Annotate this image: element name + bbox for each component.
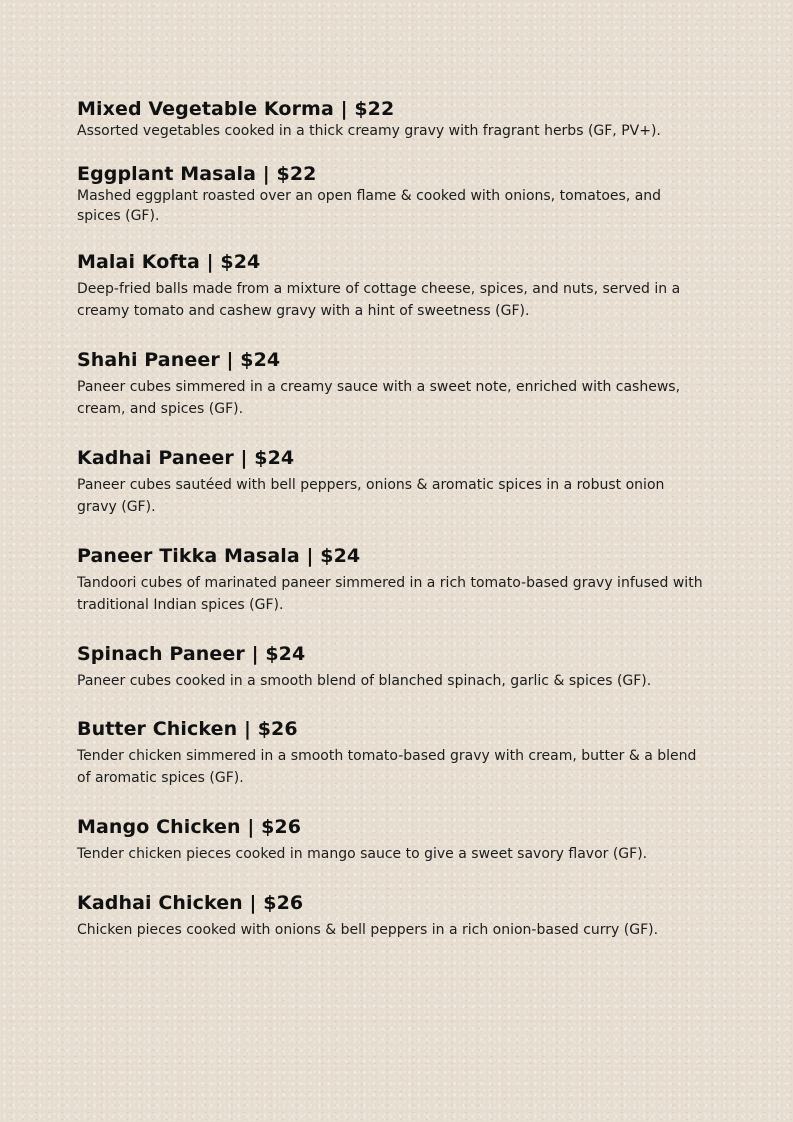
menu-item-mango-chicken	[77, 815, 707, 865]
menu-item-description: Paneer cubes simmered in a creamy sauce with a sweet note, enriched with cashews, cream, and spices (GF).	[77, 379, 681, 417]
menu-item-description: Paneer cubes sautéed with bell peppers, onions & aromatic spices in a robust onion gravy (GF).	[77, 477, 665, 515]
menu-item-title: Kadhai Chicken | $26	[77, 892, 304, 914]
menu-item-malai-kofta	[77, 250, 707, 322]
menu-item-spinach-paneer	[77, 642, 707, 692]
menu-item-description: Chicken pieces cooked with onions & bell peppers in a rich onion-based curry (GF).	[77, 922, 659, 938]
menu-item-paneer-tikka-masala	[77, 544, 707, 616]
menu-item-title: Mixed Vegetable Korma | $22	[77, 98, 395, 120]
menu-item-description: Assorted vegetables cooked in a thick creamy gravy with fragrant herbs (GF, PV+).	[77, 123, 661, 139]
menu-item-description: Tender chicken simmered in a smooth tomato-based gravy with cream, butter & a blend of aromatic spices (GF).	[77, 748, 697, 786]
menu-item-title: Paneer Tikka Masala | $24	[77, 545, 361, 567]
menu-item-title: Eggplant Masala | $22	[77, 163, 317, 185]
menu-item-butter-chicken	[77, 717, 707, 789]
menu-item-description: Deep-fried balls made from a mixture of cottage cheese, spices, and nuts, served in a creamy tomato and cashew gravy with a hint of sweetness (GF).	[77, 281, 681, 319]
menu-item-kadhai-paneer	[77, 446, 707, 518]
menu-item-description: Tender chicken pieces cooked in mango sauce to give a sweet savory flavor (GF).	[77, 846, 648, 862]
menu-item-title: Kadhai Paneer | $24	[77, 447, 295, 469]
menu-item-title: Mango Chicken | $26	[77, 816, 302, 838]
menu-item-kadhai-chicken	[77, 891, 707, 941]
menu-item-description: Tandoori cubes of marinated paneer simmered in a rich tomato-based gravy infused with traditional Indian spices (GF).	[77, 575, 703, 613]
menu-item-mixed-vegetable-korma	[77, 97, 707, 141]
menu-item-title: Spinach Paneer | $24	[77, 643, 306, 665]
menu-item-title: Shahi Paneer | $24	[77, 349, 281, 371]
menu-item-title: Butter Chicken | $26	[77, 718, 298, 740]
menu-item-title: Malai Kofta | $24	[77, 251, 261, 273]
menu-item-eggplant-masala	[77, 162, 707, 226]
menu-item-description: Mashed eggplant roasted over an open flame & cooked with onions, tomatoes, and spices (GF).	[77, 188, 662, 224]
menu-item-description: Paneer cubes cooked in a smooth blend of blanched spinach, garlic & spices (GF).	[77, 673, 652, 689]
menu-item-shahi-paneer	[77, 348, 707, 420]
